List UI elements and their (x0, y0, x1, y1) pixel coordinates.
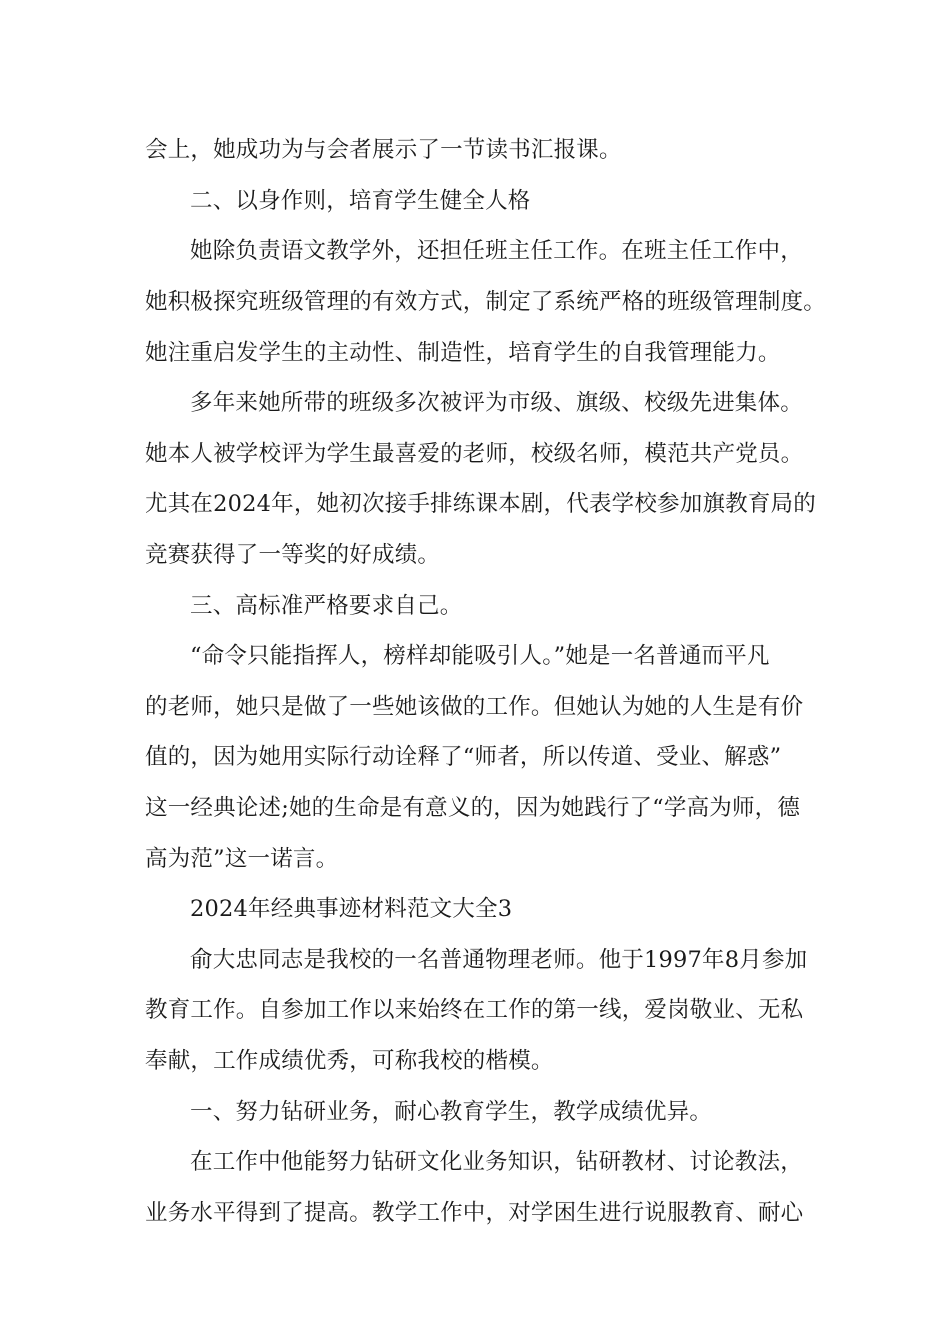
text-line: 她本人被学校评为学生最喜爱的老师，校级名师，模范共产党员。 (145, 441, 804, 467)
text-line: 俞大忠同志是我校的一名普通物理老师。他于1997年8月参加 (190, 947, 808, 973)
text-line: 在工作中他能努力钻研文化业务知识，钻研教材、讨论教法， (190, 1149, 803, 1175)
section-heading: 二、以身作则，培育学生健全人格 (190, 188, 531, 214)
text-line: 教育工作。自参加工作以来始终在工作的第一线，爱岗敬业、无私 (145, 997, 804, 1023)
text-line: 业务水平得到了提高。教学工作中，对学困生进行说服教育、耐心 (145, 1200, 804, 1226)
text-line: 她注重启发学生的主动性、制造性，培育学生的自我管理能力。 (145, 340, 781, 366)
text-line: 值的，因为她用实际行动诠释了“师者，所以传道、受业、解惑” (145, 744, 782, 770)
text-line: 高为范”这一诺言。 (145, 846, 339, 872)
text-line: 她除负责语文教学外，还担任班主任工作。在班主任工作中， (190, 238, 803, 264)
text-line: “命令只能指挥人，榜样却能吸引人。”她是一名普通而平凡 (190, 643, 770, 669)
article-title: 2024年经典事迹材料范文大全3 (190, 896, 513, 922)
text-line: 的老师，她只是做了一些她该做的工作。但她认为她的人生是有价 (145, 694, 804, 720)
section-heading: 一、努力钻研业务，耐心教育学生，教学成绩优异。 (190, 1099, 713, 1125)
text-line: 尤其在2024年，她初次接手排练课本剧，代表学校参加旗教育局的 (145, 491, 816, 517)
text-line: 她积极探究班级管理的有效方式，制定了系统严格的班级管理制度。 (145, 289, 827, 315)
section-heading: 三、高标准严格要求自己。 (190, 593, 463, 619)
text-line: 多年来她所带的班级多次被评为市级、旗级、校级先进集体。 (190, 390, 803, 416)
text-line: 竞赛获得了一等奖的好成绩。 (145, 542, 441, 568)
text-line: 会上，她成功为与会者展示了一节读书汇报课。 (145, 137, 622, 163)
text-line: 这一经典论述;她的生命是有意义的，因为她践行了“学高为师，德 (145, 795, 801, 821)
text-line: 奉献，工作成绩优秀，可称我校的楷模。 (145, 1048, 554, 1074)
